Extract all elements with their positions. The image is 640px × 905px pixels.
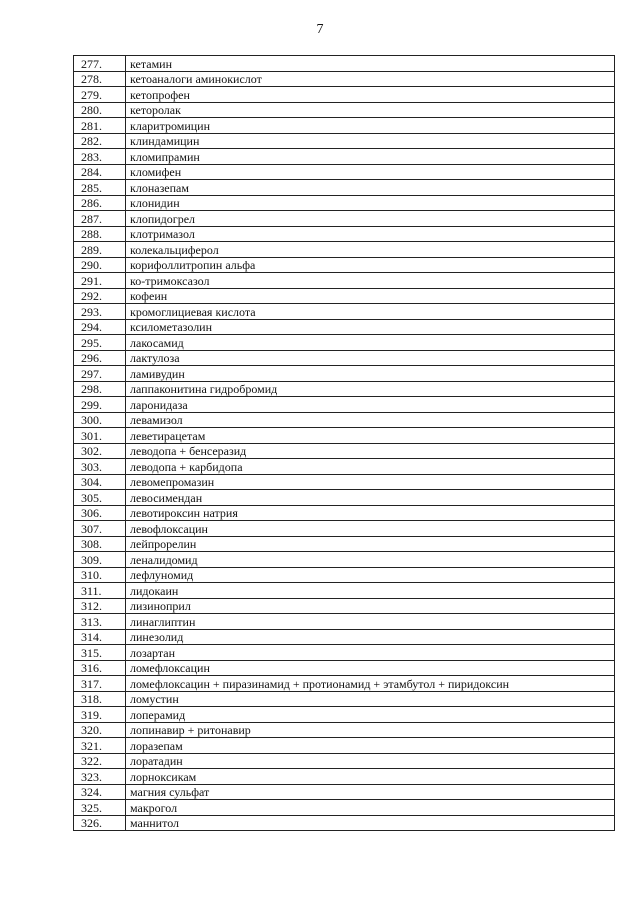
row-number: 312. — [74, 598, 126, 614]
row-number: 298. — [74, 381, 126, 397]
row-number: 322. — [74, 753, 126, 769]
table-row — [74, 660, 615, 676]
row-number: 297. — [74, 366, 126, 382]
row-number: 323. — [74, 769, 126, 785]
row-number: 305. — [74, 490, 126, 506]
drug-name: ломустин — [126, 691, 615, 707]
table-row — [74, 629, 615, 645]
drug-name: магния сульфат — [126, 784, 615, 800]
row-number: 309. — [74, 552, 126, 568]
row-number: 301. — [74, 428, 126, 444]
table-row — [74, 87, 615, 103]
table-row — [74, 180, 615, 196]
drug-name: лоперамид — [126, 707, 615, 723]
row-number: 292. — [74, 288, 126, 304]
drug-name: леветирацетам — [126, 428, 615, 444]
table-row — [74, 614, 615, 630]
table-row — [74, 71, 615, 87]
drug-name: ломефлоксацин + пиразинамид + протионамид + этамбутол + пиридоксин — [126, 676, 615, 692]
row-number: 285. — [74, 180, 126, 196]
row-number: 295. — [74, 335, 126, 351]
table-row — [74, 242, 615, 258]
drug-name: леводопа + бенсеразид — [126, 443, 615, 459]
drug-name: клонидин — [126, 195, 615, 211]
table-row — [74, 304, 615, 320]
table-row — [74, 769, 615, 785]
page-number: 7 — [316, 22, 324, 37]
drug-name: лидокаин — [126, 583, 615, 599]
table-row — [74, 350, 615, 366]
table-row — [74, 149, 615, 165]
drug-list-table — [73, 55, 615, 831]
table-row — [74, 707, 615, 723]
row-number: 307. — [74, 521, 126, 537]
row-number: 306. — [74, 505, 126, 521]
table-row — [74, 815, 615, 831]
row-number: 289. — [74, 242, 126, 258]
table-row — [74, 722, 615, 738]
drug-name: кломипрамин — [126, 149, 615, 165]
row-number: 321. — [74, 738, 126, 754]
table-row — [74, 552, 615, 568]
drug-name: маннитол — [126, 815, 615, 831]
table-row — [74, 784, 615, 800]
row-number: 277. — [74, 56, 126, 72]
table-row — [74, 474, 615, 490]
row-number: 288. — [74, 226, 126, 242]
table-row — [74, 536, 615, 552]
drug-name: линезолид — [126, 629, 615, 645]
drug-name: левофлоксацин — [126, 521, 615, 537]
drug-name: левамизол — [126, 412, 615, 428]
drug-name: кромоглициевая кислота — [126, 304, 615, 320]
drug-name: клоназепам — [126, 180, 615, 196]
row-number: 303. — [74, 459, 126, 475]
table-row — [74, 443, 615, 459]
table-row — [74, 56, 615, 72]
row-number: 320. — [74, 722, 126, 738]
drug-name: левосимендан — [126, 490, 615, 506]
table-row — [74, 397, 615, 413]
drug-name: лопинавир + ритонавир — [126, 722, 615, 738]
row-number: 314. — [74, 629, 126, 645]
drug-name: леводопа + карбидопа — [126, 459, 615, 475]
drug-name: кломифен — [126, 164, 615, 180]
drug-list-body — [74, 56, 615, 831]
drug-name: ломефлоксацин — [126, 660, 615, 676]
row-number: 287. — [74, 211, 126, 227]
drug-name: кетопрофен — [126, 87, 615, 103]
table-row — [74, 428, 615, 444]
table-row — [74, 490, 615, 506]
row-number: 279. — [74, 87, 126, 103]
drug-name: лакосамид — [126, 335, 615, 351]
table-row — [74, 567, 615, 583]
row-number: 310. — [74, 567, 126, 583]
table-row — [74, 366, 615, 382]
drug-name: лефлуномид — [126, 567, 615, 583]
table-row — [74, 676, 615, 692]
drug-name: кофеин — [126, 288, 615, 304]
row-number: 319. — [74, 707, 126, 723]
drug-name: лактулоза — [126, 350, 615, 366]
row-number: 284. — [74, 164, 126, 180]
drug-name: кетоаналоги аминокислот — [126, 71, 615, 87]
drug-name: макрогол — [126, 800, 615, 816]
drug-name: лизиноприл — [126, 598, 615, 614]
row-number: 313. — [74, 614, 126, 630]
row-number: 293. — [74, 304, 126, 320]
drug-name: леналидомид — [126, 552, 615, 568]
row-number: 316. — [74, 660, 126, 676]
table-row — [74, 521, 615, 537]
drug-name: левотироксин натрия — [126, 505, 615, 521]
table-row — [74, 102, 615, 118]
drug-name: клопидогрел — [126, 211, 615, 227]
row-number: 300. — [74, 412, 126, 428]
drug-name: кетамин — [126, 56, 615, 72]
row-number: 296. — [74, 350, 126, 366]
table-row — [74, 412, 615, 428]
row-number: 302. — [74, 443, 126, 459]
table-row — [74, 583, 615, 599]
table-row — [74, 133, 615, 149]
table-row — [74, 505, 615, 521]
drug-name: кеторолак — [126, 102, 615, 118]
table-row — [74, 335, 615, 351]
drug-name: ламивудин — [126, 366, 615, 382]
table-row — [74, 691, 615, 707]
row-number: 290. — [74, 257, 126, 273]
table-row — [74, 273, 615, 289]
row-number: 278. — [74, 71, 126, 87]
table-row — [74, 195, 615, 211]
table-row — [74, 118, 615, 134]
table-row — [74, 381, 615, 397]
drug-name: лейпрорелин — [126, 536, 615, 552]
drug-name: ларонидаза — [126, 397, 615, 413]
row-number: 308. — [74, 536, 126, 552]
table-row — [74, 211, 615, 227]
table-row — [74, 800, 615, 816]
table-row — [74, 164, 615, 180]
drug-name: лаппаконитина гидробромид — [126, 381, 615, 397]
drug-name: корифоллитропин альфа — [126, 257, 615, 273]
row-number: 299. — [74, 397, 126, 413]
row-number: 291. — [74, 273, 126, 289]
table-row — [74, 319, 615, 335]
row-number: 311. — [74, 583, 126, 599]
row-number: 315. — [74, 645, 126, 661]
drug-name: ко-тримоксазол — [126, 273, 615, 289]
table-row — [74, 459, 615, 475]
drug-name: клотримазол — [126, 226, 615, 242]
table-row — [74, 226, 615, 242]
row-number: 286. — [74, 195, 126, 211]
table-row — [74, 257, 615, 273]
table-row — [74, 288, 615, 304]
drug-name: кларитромицин — [126, 118, 615, 134]
row-number: 317. — [74, 676, 126, 692]
drug-name: лорноксикам — [126, 769, 615, 785]
drug-name: клиндамицин — [126, 133, 615, 149]
row-number: 283. — [74, 149, 126, 165]
drug-name: лоразепам — [126, 738, 615, 754]
drug-name: лозартан — [126, 645, 615, 661]
drug-name: лоратадин — [126, 753, 615, 769]
row-number: 324. — [74, 784, 126, 800]
row-number: 282. — [74, 133, 126, 149]
row-number: 318. — [74, 691, 126, 707]
row-number: 280. — [74, 102, 126, 118]
table-row — [74, 598, 615, 614]
row-number: 325. — [74, 800, 126, 816]
drug-name: ксилометазолин — [126, 319, 615, 335]
drug-name: колекальциферол — [126, 242, 615, 258]
table-row — [74, 645, 615, 661]
drug-name: левомепромазин — [126, 474, 615, 490]
row-number: 304. — [74, 474, 126, 490]
drug-name: линаглиптин — [126, 614, 615, 630]
table-row — [74, 738, 615, 754]
row-number: 294. — [74, 319, 126, 335]
table-row — [74, 753, 615, 769]
row-number: 281. — [74, 118, 126, 134]
row-number: 326. — [74, 815, 126, 831]
